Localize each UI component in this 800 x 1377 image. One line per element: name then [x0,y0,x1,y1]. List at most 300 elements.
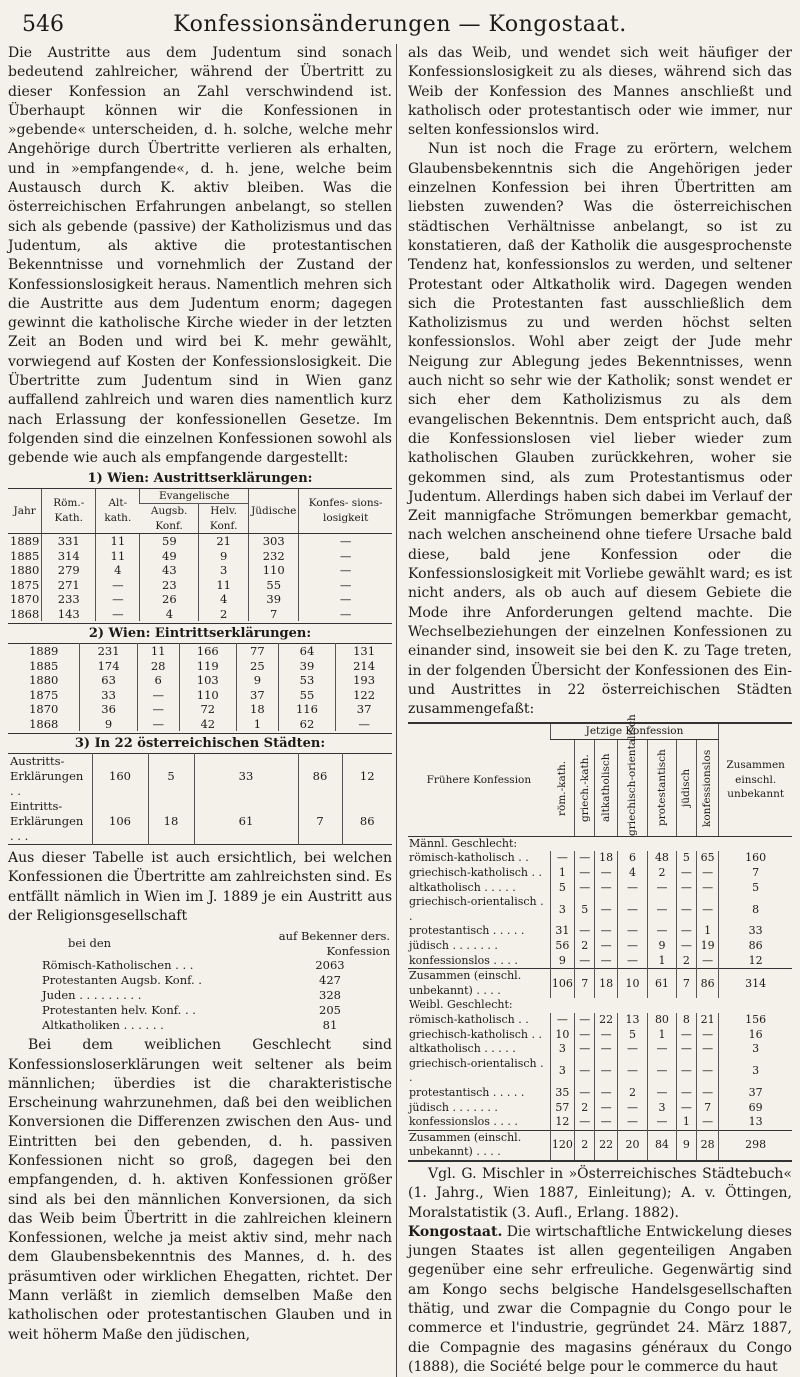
ratio-value: 205 [319,1003,341,1018]
table-cell: 131 [336,644,392,659]
table-cell: — [137,688,179,703]
t4-head-right: auf Bekenner ders. Konfession [278,929,390,958]
table-cell: — [595,1057,617,1086]
table-cell: 19 [696,939,718,954]
table-cell: 1 [676,1115,696,1130]
right-paragraph-1: als das Weib, und wendet sich weit häufiger der Konfessionslosigkeit zu als dieses, während sich das Weib der Konfession des Mannes anschließt und katholisch oder protestantisch oder wie immer, nur selten konfessionslos wird. [408,45,792,139]
table-cell: protestantisch . . . . . [409,1085,525,1099]
table-cell: — [696,881,718,896]
table-cell: — [595,1028,617,1043]
table-cell: 86 [696,969,718,999]
staedte-row [8,754,392,800]
table-cell: 1880 [29,673,59,688]
table-cell: 43 [140,563,199,578]
table-cell: 10 [550,1028,574,1043]
table-cell: 86 [298,754,342,800]
table-cell: 2 [648,866,676,881]
table-cell: altkatholisch . . . . . [409,1042,516,1056]
table-cell: — [575,1115,595,1130]
eintritt-row [8,717,392,732]
right-paragraph-4 [408,1223,792,1377]
table-cell: 9 [676,1130,696,1161]
table-cell: 279 [42,563,96,578]
table-cell: 103 [179,673,236,688]
table-cell: 298 [719,1130,792,1161]
table-cell: 8 [719,895,792,924]
table-cell: römisch-katholisch . . [409,1013,529,1027]
table-cell: 5 [676,851,696,866]
table-cell: 5 [148,754,194,800]
table-cell: 193 [336,673,392,688]
table-cell: 33 [194,754,298,800]
table-cell: 3 [719,1057,792,1086]
matrix-row [408,1042,792,1057]
table-cell: 2 [676,954,696,969]
table-cell: — [595,924,617,939]
page-number: 546 [22,12,64,37]
table-cell: 7 [575,969,595,999]
matrix-row [408,866,792,881]
table-cell: 1889 [29,644,59,659]
table-cell: 7 [696,1101,718,1116]
table-cell: — [696,1042,718,1057]
matrix-total-row [408,1130,792,1161]
table-cell: 3 [648,1101,676,1116]
table-cell: 1868 [10,606,40,621]
col-konf: Konfes- sions- losigkeit [299,488,392,534]
table-cell: 61 [648,969,676,999]
table-cell: Zusammen (einschl. unbekannt) . . . . [408,1130,550,1161]
austritt-row [8,592,392,607]
table-cell: 84 [648,1130,676,1161]
left-paragraph-1: Die Austritte aus dem Judentum sind sonach bedeutend zahlreicher, während der Übertritt zu dieser Konfession an Zahl verschwindend ist. Überhaupt können wir die Konfessionen in »gebende« unterscheiden, d. h. solche, welche mehr Angehörige durch Übertritte verlieren als erhalten, und in »empfangende«, d. h. jene, welche beim Austausch durch K. aktiv bleiben. Was die österreichischen Erfahrungen anbelangt, so stellen sich als gebende (passive) der Katholizismus und das Judentum, als aktive die protestantischen Bekenntnisse und vornehmlich der Zustand der Konfessionslosigkeit heraus. Namentlich mehren sich die Austritte aus dem Judentum enorm; dagegen gewinnt die katholische Kirche wieder in der letzten Zeit an Boden und wird bei K. mehr gewählt, vorwiegend auf Kosten der Konfessionslosigkeit. Die Übertritte zum Judentum sind in Wien ganz auffallend zahlreich und waren dies namentlich kurz nach Erlassung der konfessionellen Gesetze. Im folgenden sind die einzelnen Konfessionen sowohl als gebende wie auch als empfangende dargestellt: [8,45,392,467]
table-cell: 231 [80,644,137,659]
table-cell: 21 [696,1013,718,1028]
table-cell: 80 [648,1013,676,1028]
table-cell: — [676,924,696,939]
table-cell: konfessionslos . . . . [409,953,518,967]
table-cell: 2 [617,1086,647,1101]
table-cell: — [299,592,392,607]
matrix-row [408,1086,792,1101]
ratio-label: Altkatholiken . . . . . . [42,1018,164,1033]
austritt-row [8,607,392,622]
table-cell: griechisch-orientalisch . . [409,895,544,923]
table-cell: 33 [719,924,792,939]
table-cell: 106 [550,969,574,999]
eintritt-row [8,688,392,703]
table-cell: 61 [194,799,298,845]
table-cell: — [137,702,179,717]
table-cell: 3 [550,1042,574,1057]
table-cell: 166 [179,644,236,659]
matrix-row [408,1028,792,1043]
table-cell: 18 [148,799,194,845]
table-cell: 48 [648,851,676,866]
matrix-row [408,939,792,954]
table-cell: 3 [550,1057,574,1086]
table-cell: 12 [342,754,392,800]
table-cell: 11 [199,578,249,593]
table-cell: — [575,866,595,881]
ratio-value: 328 [319,988,341,1003]
col-augsb: Augsb. Konf. [140,504,199,534]
matrix-row [408,881,792,896]
table-cell: — [336,717,392,732]
table-cell: 28 [696,1130,718,1161]
table-cell: 6 [617,851,647,866]
ratio-row [8,988,392,1003]
col-jued: Jüdische [249,488,299,534]
table-cell: — [617,954,647,969]
austritt-row [8,578,392,593]
table-cell: — [696,1028,718,1043]
table-cell: 72 [179,702,236,717]
table-cell: jüdisch . . . . . . . [409,1100,498,1114]
table-cell: — [696,1115,718,1130]
table-cell: — [595,866,617,881]
col-jahr: Jahr [8,488,42,534]
columns [8,44,792,1377]
t5-col-c3: altkatholisch [595,739,617,836]
table-cell: Zusammen (einschl. unbekannt) . . . . [408,969,550,999]
table-cell: — [676,895,696,924]
table-cell: jüdisch . . . . . . . [409,939,498,953]
weibl-label-row [408,998,792,1013]
table-cell: 86 [342,799,392,845]
maenn-label-row [408,836,792,851]
table-cell: 106 [92,799,148,845]
table-cell: 13 [719,1115,792,1130]
ratio-label: Protestanten Augsb. Konf. . [42,973,202,988]
table-cell: — [617,895,647,924]
t5-col-c2: griech.-kath. [575,739,595,836]
left-paragraph-2: Aus dieser Tabelle ist auch ersichtlich, bei welchen Konfessionen die Übertritte am zahlreichsten sind. Es entfällt nämlich in Wien im J. 1889 je ein Austritt aus der Religionsgesellschaft [8,850,392,924]
matrix-row [408,924,792,939]
table-cell: griechisch-katholisch . . [409,866,542,880]
austritt-row [8,549,392,564]
table-cell: — [676,1042,696,1057]
table-cell: 120 [550,1130,574,1161]
table-cell: 8 [676,1013,696,1028]
table-cell: — [676,881,696,896]
table-cell: 69 [719,1101,792,1116]
staedte-table [8,753,392,845]
table-cell: 13 [617,1013,647,1028]
table-cell: 116 [278,702,335,717]
table-cell: — [550,1013,574,1028]
table-cell: — [696,866,718,881]
table-cell: — [648,924,676,939]
table-cell: — [575,1013,595,1028]
table-cell: 9 [648,939,676,954]
table-cell: — [617,1057,647,1086]
table-cell: 233 [42,592,96,607]
table-cell: — [617,1115,647,1130]
table-cell: 4 [199,592,249,607]
table-cell: — [648,1086,676,1101]
table-cell: 232 [249,549,299,564]
table-cell: römisch-katholisch . . [409,851,529,865]
table-cell: — [617,939,647,954]
table-cell: 303 [249,534,299,549]
table-cell: — [617,1101,647,1116]
table-cell: 7 [719,866,792,881]
right-paragraph-2: Nun ist noch die Frage zu erörtern, welchem Glaubensbekenntnis sich die Angehörigen jeder einzelnen Konfession bei ihren Übertritten am liebsten zuwenden? Was die österreichischen städtischen Verhältnisse anbelangt, so ist zu konstatieren, daß der Katholik die ausgesprochenste Tendenz hat, konfessionslos zu werden, und seltener Protestant oder Altkatholik wird. Dagegen wenden sich die Protestanten fast ausschließlich dem Katholizismus zu und werden höchst selten konfessionslos. Wohl aber zeigt der Jude mehr Neigung zur Ablegung jedes Bekenntnisses, wenn auch nicht so sehr wie der Katholik; sonst wendet er sich eher dem Katholizismus zu als dem evangelischen Bekenntnis. Dem entspricht auch, daß die Konfessionslosen viel lieber wieder zum katholischen Glauben zurückkehren, woher sie gekommen sind, als zum Protestantismus oder Judentum. Allerdings haben sich dabei im Verlauf der Zeit mannigfache Strömungen bemerkbar gemacht, nach welchen anscheinend ohne tiefere Ursache bald diese, bald jene Konfession oder die Konfessionslosigkeit mit Vorliebe gewählt ward; es ist nicht anders, als ob auch auf diesem Gebiete die Mode ihre Anforderungen geltend machte. Die Wechselbeziehungen der einzelnen Konfessionen zu einander sind, insoweit sie bei den K. zu Tage treten, in der folgenden Übersicht der Konfessionen des Ein- und Austrittes in 22 österreichischen Städten zusammengefaßt: [408,141,792,718]
table-cell: — [676,1028,696,1043]
table-cell: 49 [140,549,199,564]
col-alt: Alt- kath. [96,488,140,534]
table-cell: 156 [719,1013,792,1028]
table-cell: — [595,895,617,924]
table-cell: 3 [199,563,249,578]
table-cell: — [595,954,617,969]
table-cell: 314 [42,549,96,564]
table-cell: — [575,1086,595,1101]
table-cell: 11 [96,549,140,564]
table-cell: 110 [249,563,299,578]
table-cell: 4 [96,563,140,578]
table-cell: 1875 [10,577,40,592]
table-cell: 331 [42,534,96,549]
matrix-total-row [408,969,792,999]
table-cell: 37 [336,702,392,717]
group-label: Männl. Geschlecht: [409,836,518,850]
table-cell: — [595,881,617,896]
table-cell: — [696,1057,718,1086]
table-cell: 5 [617,1028,647,1043]
ratio-row [8,1018,392,1033]
table-cell: 1885 [29,658,59,673]
right-paragraph-4-text: Die wirtschaftliche Entwickelung dieses jungen Staates ist allen gegenteiligen Angaben gegenüber eine sehr erfreuliche. Gegenwärtig sind am Kongo sechs belgische Handelsgesellschaften thätig, und zwar die Compagnie du Congo pour le commerce et l'industrie, gegründet 24. März 1887, die Compagnie des magasins généraux du Congo (1888), die Société belge pour le commerce du haut [408,1223,792,1375]
table-cell: 35 [550,1086,574,1101]
right-column [406,44,792,1377]
table-cell: 5 [575,895,595,924]
table-cell: Austritts-Erklärungen . . [10,754,84,799]
t5-col-c6: jüdisch [676,739,696,836]
matrix-row [408,895,792,924]
table-cell: 86 [719,939,792,954]
table-cell: 12 [550,1115,574,1130]
right-paragraph-3: Vgl. G. Mischler in »Österreichisches Städtebuch« (1. Jahrg., Wien 1887, Einleitung); A. v. Öttingen, Moralstatistik (3. Aufl., Erlang. 1882). [408,1165,792,1221]
table-cell: 9 [80,717,137,732]
table-cell: 62 [278,717,335,732]
t5-col-c7: konfessionslos [696,739,718,836]
left-paragraph-3 [8,1036,392,1345]
table-cell: 314 [719,969,792,999]
table-cell: 23 [140,578,199,593]
table-cell: 1875 [29,687,59,702]
matrix-row [408,954,792,969]
table-cell: 57 [550,1101,574,1116]
table-cell: — [575,954,595,969]
table-cell: — [648,1042,676,1057]
t5-col-jetzige: Jetzige Konfession [550,723,719,739]
table-cell: 12 [719,954,792,969]
table-cell: 160 [92,754,148,800]
table-cell: — [550,851,574,866]
table-cell: 1 [648,954,676,969]
table-cell: 1880 [10,563,40,578]
table-cell: 18 [595,851,617,866]
ratio-label: Protestanten helv. Konf. . . [42,1003,196,1018]
table-cell: 56 [550,939,574,954]
table1-title: 1) Wien: Austrittserklärungen: [87,470,313,486]
table-cell: 9 [199,549,249,564]
table-cell: 63 [80,673,137,688]
matrix-row [408,851,792,866]
table-cell: 214 [336,659,392,674]
table-cell: — [648,1115,676,1130]
table-cell: — [696,895,718,924]
t5-col-c4: griechisch-orientalisch [617,739,647,836]
table-cell: — [299,534,392,549]
col-helv: Helv. Konf. [199,504,249,534]
table-cell: 160 [719,851,792,866]
austritt-row [8,534,392,549]
table-cell: 18 [595,969,617,999]
table-cell: 37 [719,1086,792,1101]
table-cell: 18 [236,702,278,717]
t5-col-c5: protestantisch [648,739,676,836]
table-cell: 10 [617,969,647,999]
ratio-label: Juden . . . . . . . . . [42,988,142,1003]
table-cell: — [676,1101,696,1116]
table-cell: — [299,607,392,622]
matrix-row [408,1057,792,1086]
t5-col-fruehere: Frühere Konfession [408,723,550,836]
table-cell: 53 [278,673,335,688]
austritt-row [8,563,392,578]
ratio-row [8,973,392,988]
austritt-ratio-table [8,929,392,1033]
table-cell: — [595,1086,617,1101]
table-cell: 7 [298,799,342,845]
table-cell: 1 [236,717,278,732]
page-title: Konfessionsänderungen — Kongostaat. [173,12,627,37]
table-cell: 2 [575,1101,595,1116]
table-cell: 110 [179,688,236,703]
table-cell: — [617,924,647,939]
col-roem: Röm.- Kath. [42,488,96,534]
table-cell: 28 [137,659,179,674]
table-cell: 39 [278,659,335,674]
page-header [8,0,792,44]
table-cell: 119 [179,659,236,674]
table-cell: — [617,881,647,896]
table-cell: protestantisch . . . . . [409,924,525,938]
table-cell: — [299,578,392,593]
table-cell: 143 [42,607,96,622]
table-cell: 64 [278,644,335,659]
table-cell: 9 [236,673,278,688]
table-cell: 55 [249,578,299,593]
left-paragraph-3-text: Bei dem weiblichen Geschlecht sind Konfessionsloserklärungen weit seltener als beim männlichen; überdies ist die charakteristische Erscheinung wahrzunehmen, daß bei den weiblichen Konversionen die Differenzen zwischen den Aus- und Eintritten bei den gebenden, d. h. passiven Konfessionen nicht so groß, dagegen bei den empfangenden, d. h. aktiven Konfessionen größer sind als bei den männlichen Konversionen, da sich das Weib beim Übertritt in die zahlreichen kleinern Konfessionen, welche ja meist aktiv sind, mehr nach dem Glaubensbekenntnis des Mannes, d. h. des präsumtiven oder wirklichen Ehegatten, richtet. Der Mann verläßt in ziemlich demselben Maße den katholischen oder protestantischen Glauben und in weit höherm Maße den jüdischen, [8,1037,392,1343]
konfession-matrix-table [408,714,792,1162]
ratio-row [8,958,392,973]
table-cell: 33 [80,688,137,703]
eintritt-table [8,643,392,731]
table-cell: — [137,717,179,732]
table-cell: 7 [249,607,299,622]
table-cell: — [96,578,140,593]
group-label: Weibl. Geschlecht: [409,998,513,1012]
staedte-row [8,799,392,845]
ratio-row [8,1003,392,1018]
table-cell: 174 [80,659,137,674]
table-cell: — [595,1042,617,1057]
table-cell: — [575,1042,595,1057]
table-cell: 77 [236,644,278,659]
table-cell: 21 [199,534,249,549]
table-cell: — [676,939,696,954]
t4-head-left: bei den [68,936,112,951]
table-cell: — [575,881,595,896]
eintritt-row [8,702,392,717]
table-cell: 59 [140,534,199,549]
table-cell: 26 [140,592,199,607]
table-cell: 6 [137,673,179,688]
table-cell: — [96,607,140,622]
table-cell: — [648,881,676,896]
col-evang: Evangelische [140,488,249,504]
table-cell: — [648,1057,676,1086]
table-cell: 271 [42,578,96,593]
ratio-value: 2063 [315,958,345,973]
table-cell: 1885 [10,548,40,563]
table-cell: 16 [719,1028,792,1043]
table-cell: 42 [179,717,236,732]
table-cell: 1870 [10,592,40,607]
ratio-value: 81 [322,1018,338,1033]
table2-title: 2) Wien: Eintrittserklärungen: [8,623,392,641]
table-cell: — [299,549,392,564]
table-cell: 20 [617,1130,647,1161]
table-cell: 1 [550,866,574,881]
austritt-table [8,488,392,622]
matrix-row [408,1115,792,1130]
table-cell: — [595,1115,617,1130]
table-cell: Eintritts-Erklärungen . . . [10,799,84,844]
table-cell: — [676,1057,696,1086]
table-cell: — [676,1086,696,1101]
table-cell: — [575,924,595,939]
table3-title: 3) In 22 österreichischen Städten: [8,733,392,751]
table-cell: — [595,939,617,954]
table-cell: — [575,1057,595,1086]
table-cell: konfessionslos . . . . [409,1115,518,1129]
table-cell: 2 [575,939,595,954]
table-cell: — [696,954,718,969]
table-cell: 3 [550,895,574,924]
table-cell: 65 [696,851,718,866]
table-cell: — [575,1028,595,1043]
t5-col-sum: Zusammen einschl. unbekannt [719,723,792,836]
table-cell: 7 [676,969,696,999]
table-cell: griechisch-orientalisch . . [409,1056,544,1085]
table-cell: — [648,895,676,924]
ratio-value: 427 [319,973,341,988]
table-cell: 122 [336,688,392,703]
ratio-label: Römisch-Katholischen . . . [42,958,194,973]
table-cell: 36 [80,702,137,717]
table-cell: 22 [595,1130,617,1161]
table-cell: 5 [719,881,792,896]
table-cell: 4 [140,607,199,622]
eintritt-row [8,644,392,659]
left-column [8,44,397,1377]
table-cell: 39 [249,592,299,607]
